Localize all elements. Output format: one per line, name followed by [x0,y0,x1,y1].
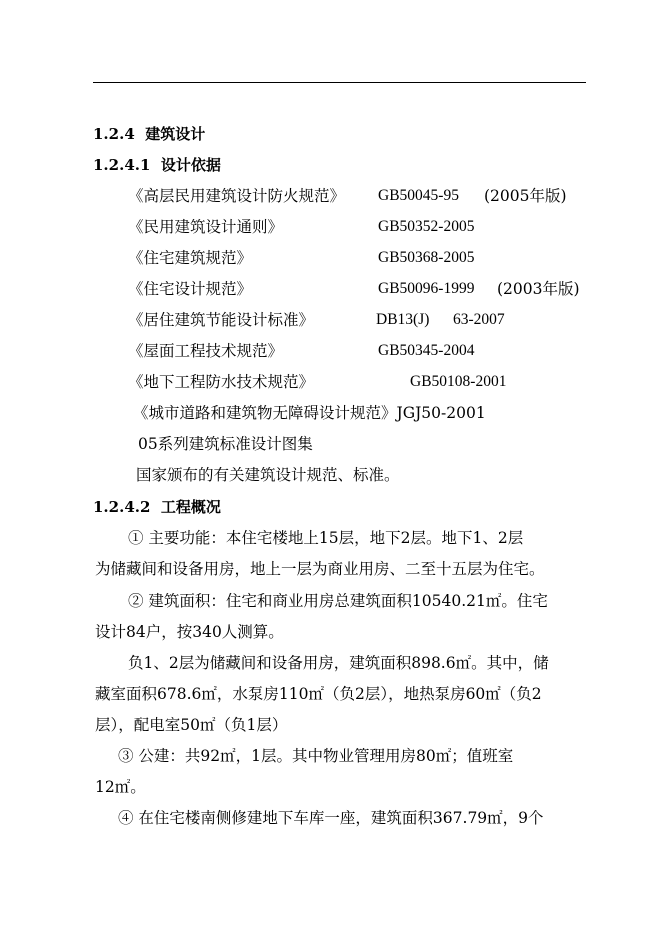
heading-title: 建筑设计 [145,125,206,143]
standard-note: 63-2007 [453,311,505,328]
heading-title: 工程概况 [160,498,221,516]
standard-code: DB13(J) [376,311,430,328]
paragraph-line: ③ 公建：共92㎡，1层。其中物业管理用房80㎡；值班室 [118,747,514,765]
heading-number: 1.2.4.2 [93,498,151,516]
standard-code: GB50352-2005 [378,218,475,235]
standard-code: GB50096-1999 [378,280,475,297]
heading-title: 设计依据 [160,156,221,174]
section-heading-1-2-4-2 [93,497,221,517]
standard-code: GB50368-2005 [378,249,475,266]
standard-name: 《住宅建筑规范》 [128,249,253,267]
paragraph-line: ① 主要功能：本住宅楼地上15层，地下2层。地下1、2层 [128,529,524,547]
standard-note: (2005年版) [484,187,567,205]
paragraph-line: 负1、2层为储藏间和设备用房，建筑面积898.6㎡。其中，储 [128,654,549,672]
standard-name: 《住宅设计规范》 [128,280,253,298]
paragraph-line: 设计84户，按340人测算。 [95,623,284,641]
section-heading-1-2-4-1 [93,155,221,175]
paragraph-line: ② 建筑面积：住宅和商业用房总建筑面积10540.21㎡。住宅 [128,592,548,610]
heading-number: 1.2.4.1 [93,156,151,174]
paragraph-line: 为储藏间和设备用房，地上一层为商业用房、二至十五层为住宅。 [95,560,545,578]
paragraph-line: 层），配电室50㎡（负1层） [95,716,288,734]
section-heading-1-2-4 [93,124,205,144]
heading-number: 1.2.4 [93,125,135,143]
standard-code: GB50345-2004 [378,342,475,359]
standard-name: 《城市道路和建筑物无障碍设计规范》JGJ50-2001 [133,404,486,422]
header-rule [93,82,586,83]
standard-name: 《居住建筑节能设计标准》 [128,311,315,329]
paragraph-line: 藏室面积678.6㎡，水泵房110㎡（负2层），地热泵房60㎡（负2 [95,685,542,703]
paragraph-line: ④ 在住宅楼南侧修建地下车库一座，建筑面积367.79㎡，9个 [118,809,544,827]
paragraph-line: 12㎡。 [95,778,146,796]
standard-code: GB50045-95 [378,187,459,204]
standard-name: 《高层民用建筑设计防火规范》 [128,187,346,205]
standard-note: (2003年版) [497,280,580,298]
standard-name: 《地下工程防水技术规范》 [128,373,315,391]
standard-code: GB50108-2001 [410,373,507,390]
reference-item: 国家颁布的有关建筑设计规范、标准。 [136,466,400,484]
reference-item: 05系列建筑标准设计图集 [138,435,313,453]
standard-name: 《民用建筑设计通则》 [128,218,284,236]
standard-name: 《屋面工程技术规范》 [128,342,284,360]
